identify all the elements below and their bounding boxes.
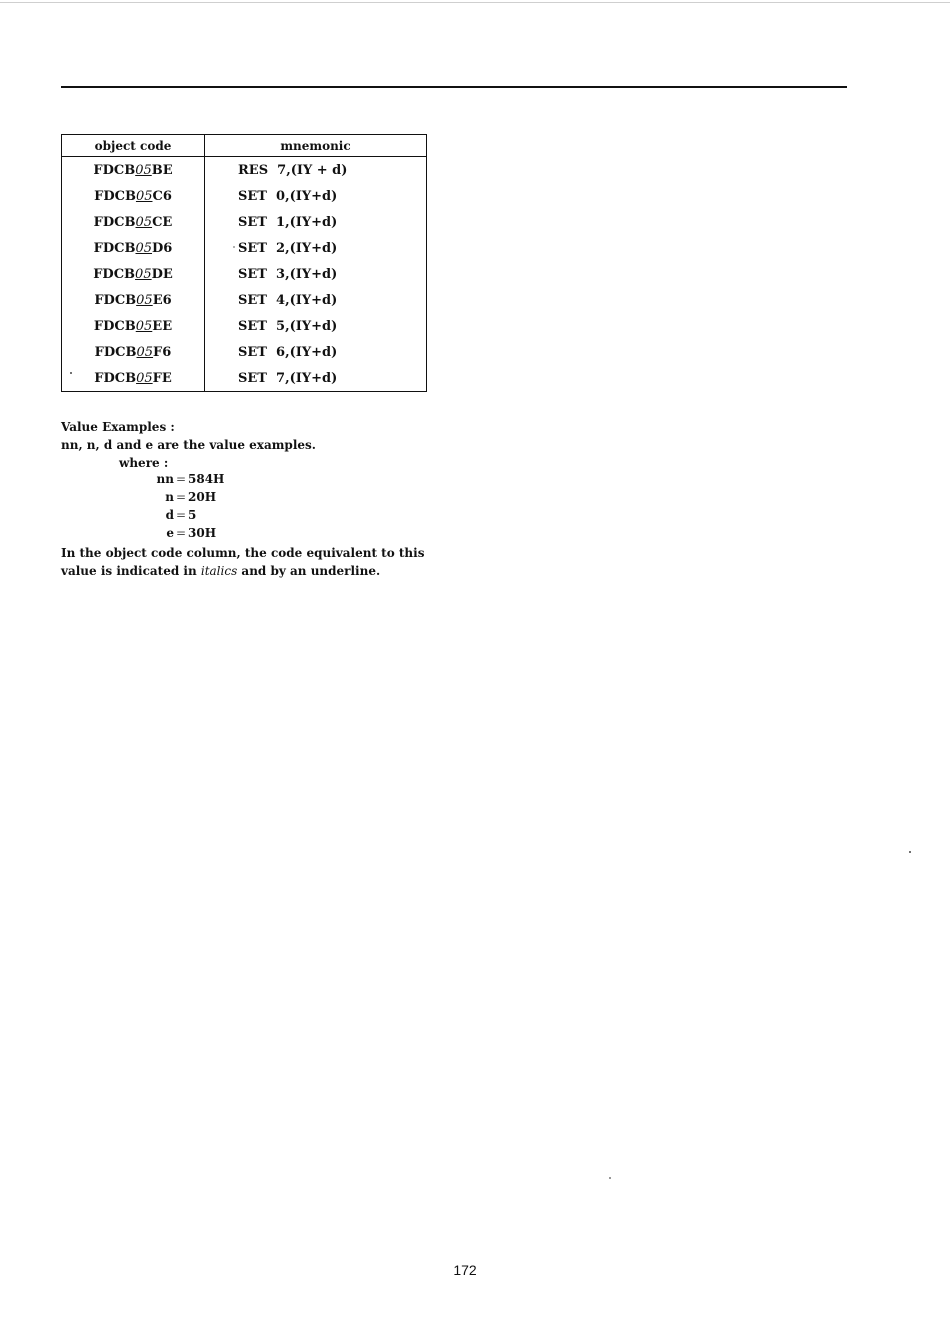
object-code-cell: FDCB05BE [62, 157, 205, 184]
table-row [62, 209, 427, 235]
assignment-e: e = 30H [166, 526, 217, 540]
notes-explanation [61, 544, 424, 580]
italics-word: italics [200, 564, 238, 578]
object-code-cell: FDCB05C6 [62, 183, 205, 209]
table-row [62, 339, 427, 365]
value-code: 05 [135, 214, 153, 230]
table-row [62, 157, 427, 184]
opcode-table [61, 134, 427, 392]
scan-speck [609, 1177, 611, 1179]
table-row [62, 235, 427, 261]
explanation-line-1: In the object code column, the code equivalent to this [61, 546, 425, 560]
mnemonic-cell: SET 2,(IY+d) [238, 240, 338, 256]
object-code-cell: FDCB05CE [62, 209, 205, 235]
explanation-line-2: value is indicated in italics and by an underline. [61, 564, 381, 578]
object-code-cell: FDCB05EE [62, 313, 205, 339]
value-code: 05 [135, 266, 152, 282]
mnemonic-cell: SET 7,(IY+d) [238, 370, 338, 386]
mnemonic-cell: SET 4,(IY+d) [238, 292, 338, 308]
value-code: 05 [135, 162, 152, 178]
value-code: 05 [135, 318, 153, 334]
object-code-cell: FDCB05FE [62, 365, 205, 392]
mnemonic-cell: SET 1,(IY+d) [238, 214, 338, 230]
table-row [62, 287, 427, 313]
scan-speck [233, 246, 235, 248]
header-object-code: object code [62, 135, 205, 157]
value-code: 05 [136, 344, 154, 360]
notes-heading: Value Examples : [61, 420, 175, 434]
object-code-cell: FDCB05DE [62, 261, 205, 287]
value-code: 05 [136, 370, 153, 386]
scan-edge [0, 2, 950, 3]
header-rule [61, 86, 847, 88]
mnemonic-cell: SET 3,(IY+d) [238, 266, 338, 282]
value-examples-notes [61, 418, 316, 472]
value-code: 05 [135, 240, 153, 256]
mnemonic-cell: RES 7,(IY + d) [238, 162, 348, 178]
assignment-nn: nn = 584H [156, 472, 225, 486]
mnemonic-cell: SET 6,(IY+d) [238, 344, 338, 360]
table-row [62, 365, 427, 392]
notes-where: where : [119, 456, 169, 470]
table-row [62, 183, 427, 209]
object-code-cell: FDCB05F6 [62, 339, 205, 365]
table-header-row [62, 135, 427, 157]
value-code: 05 [135, 188, 153, 204]
mnemonic-cell: SET 0,(IY+d) [238, 188, 338, 204]
object-code-cell: FDCB05E6 [62, 287, 205, 313]
header-mnemonic: mnemonic [205, 135, 427, 157]
mnemonic-cell: SET 5,(IY+d) [238, 318, 338, 334]
scan-speck [909, 851, 911, 853]
assignment-n: n = 20H [165, 490, 217, 504]
table-row [62, 261, 427, 287]
page-number: 172 [453, 1262, 477, 1278]
scan-speck [70, 372, 72, 374]
assignment-d: d = 5 [165, 508, 197, 522]
notes-intro: nn, n, d and e are the value examples. [61, 438, 316, 452]
value-code: 05 [136, 292, 153, 308]
object-code-cell: FDCB05D6 [62, 235, 205, 261]
table-row [62, 313, 427, 339]
